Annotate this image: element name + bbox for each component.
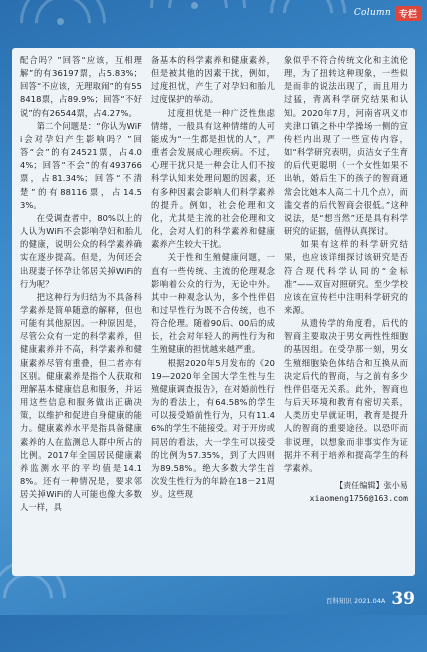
paragraph: 把这种行为归结为不具备科学素养是简单随意的解释，但也可能有其他原因。一种原因是，尽管公众有一定的科学素养，但健康素养并不高，科学素养和健康素养尽管有重叠，但二者亦有区别。健康素养是指个人获取和理解基本健康信息和服务，并运用这些信息和服务做出正确决策，以维护和促进自身健康的能力。健康素养水平是指具备健康素养的人在监测总人群中所占的比例。2017年全国居民健康素养监测水平的平均值是14.18%。还有一种情况是，要求邻居关掉WiFi的人可能也像大多数人一样，具 [20, 291, 142, 513]
publication-info: 百科知识 2021.04A [325, 597, 386, 605]
editor-email: xiaomeng1756@163.com [309, 494, 408, 504]
page-footer [326, 589, 415, 609]
paragraph: 在受调查者中，80%以上的人认为WiFi不会影响孕妇和胎儿的健康，说明公众的科学素养确实在逐步提高。但是，为何还会出现妻子怀孕让邻居关掉WiFi的行为呢？ [20, 212, 142, 289]
column-tag: 专栏 [395, 6, 421, 21]
paragraph: 关于性和生殖健康问题，一直有一些传统、主流的伦理观念影响着公众的行为，无论中外。其中一种观念认为，多个性伴侣和过早性行为既不合传统，也不符合伦理。随着90后、00后的成长，社会对年轻人的两性行为和生殖健康的担忧越来越严重。 [151, 252, 275, 355]
paragraph: 如果有这样的科学研究结果，也应该详细探讨该研究是否符合现代科学认同的“金标准”——双盲对照研究。至少学校应该在宣传栏中注明科学研究的来源。 [284, 239, 408, 315]
article-panel [12, 48, 415, 576]
column-header [354, 4, 421, 22]
page-number: 39 [391, 589, 415, 609]
column-3 [284, 54, 408, 505]
paragraph: 根据2020年5月发布的《2019—2020年全国大学生性与生殖健康调查报告》，在对婚前性行为的看法上，有64.58%的学生可以接受婚前性行为，只有11.46%的学生不能接受。对于开房或同居的看法，大一学生可以接受的比例为57.35%，到了大四则为89.58%。绝大多数大学生首次发生性行为的年龄在18－21周岁。这些现 [151, 357, 275, 500]
paragraph: 象似乎不符合传统文化和主流伦理，为了扭转这种现象，一些似是而非的说法出现了，而且用力过猛，背离科学研究结果和认知。2020年7月，河南省巩义市夹津口镇之朴中学操场一侧的宣传栏内出现了一些宣传内容，如“科学研究表明，贞洁女子生育的后代更聪明（一个女性如果不出轨，婚后生下的孩子的智商通常会比她本人高二十几个点），而滥交者的后代智商会很低。”这种说法，是“想当然”还是具有科学研究的证据，值得认真探讨。 [284, 55, 408, 237]
column-2 [151, 54, 275, 501]
paragraph: 从遗传学的角度看，后代的智商主要取决于男女两性性细胞的基因组。在受孕那一刻，男女生殖细胞染色体结合和互换从而决定后代的智商，与之前有多少性伴侣毫无关系。此外，智商也与后天环境和教育有密切关系，人类历史早就证明，教育是提升人的智商的重要途径。以恐吓而非说理，以想象而非事实作为证据并不利于培养和提高学生的科学素养。 [284, 318, 408, 473]
column-1 [20, 54, 142, 514]
paragraph: 配合吗？”回答“应该，互相理解”的有36197票，占5.83%；回答“不应该，无理取闹”的有558418票，占89.9%；回答“不好说”的有26544票，占4.27%。 [20, 55, 142, 118]
paragraph: 备基本的科学素养和健康素养，但是被其他的因素干扰，例如，过度担忧，产生了对孕妇和胎儿过度保护的举动。 [151, 55, 275, 105]
paragraph: 第二个问题是：“你认为WiFi会对孕妇产生影响吗？”回答“会”的有24521票，占4.04%；回答“不会”的有493766票，占81.34%；回答“不清楚”的有88116票，占14.53%。 [20, 120, 142, 210]
editor-credit: 【责任编辑】张小易 [335, 481, 408, 490]
column-label: Column [353, 8, 391, 18]
paragraph: 过度担忧是一种广泛性焦虑情绪，一般具有这种情绪的人可能成为“一生都是担忧的人”，严重者会发展成心理疾病。不过，心理干扰只是一种会让人们不按科学认知来处理问题的因素，还有多种因素会影响人们科学素养的提升。例如，社会伦理和文化，尤其是主流的社会伦理和文化，会对人们的科学素养和健康素养产生较大干扰。 [151, 107, 275, 250]
